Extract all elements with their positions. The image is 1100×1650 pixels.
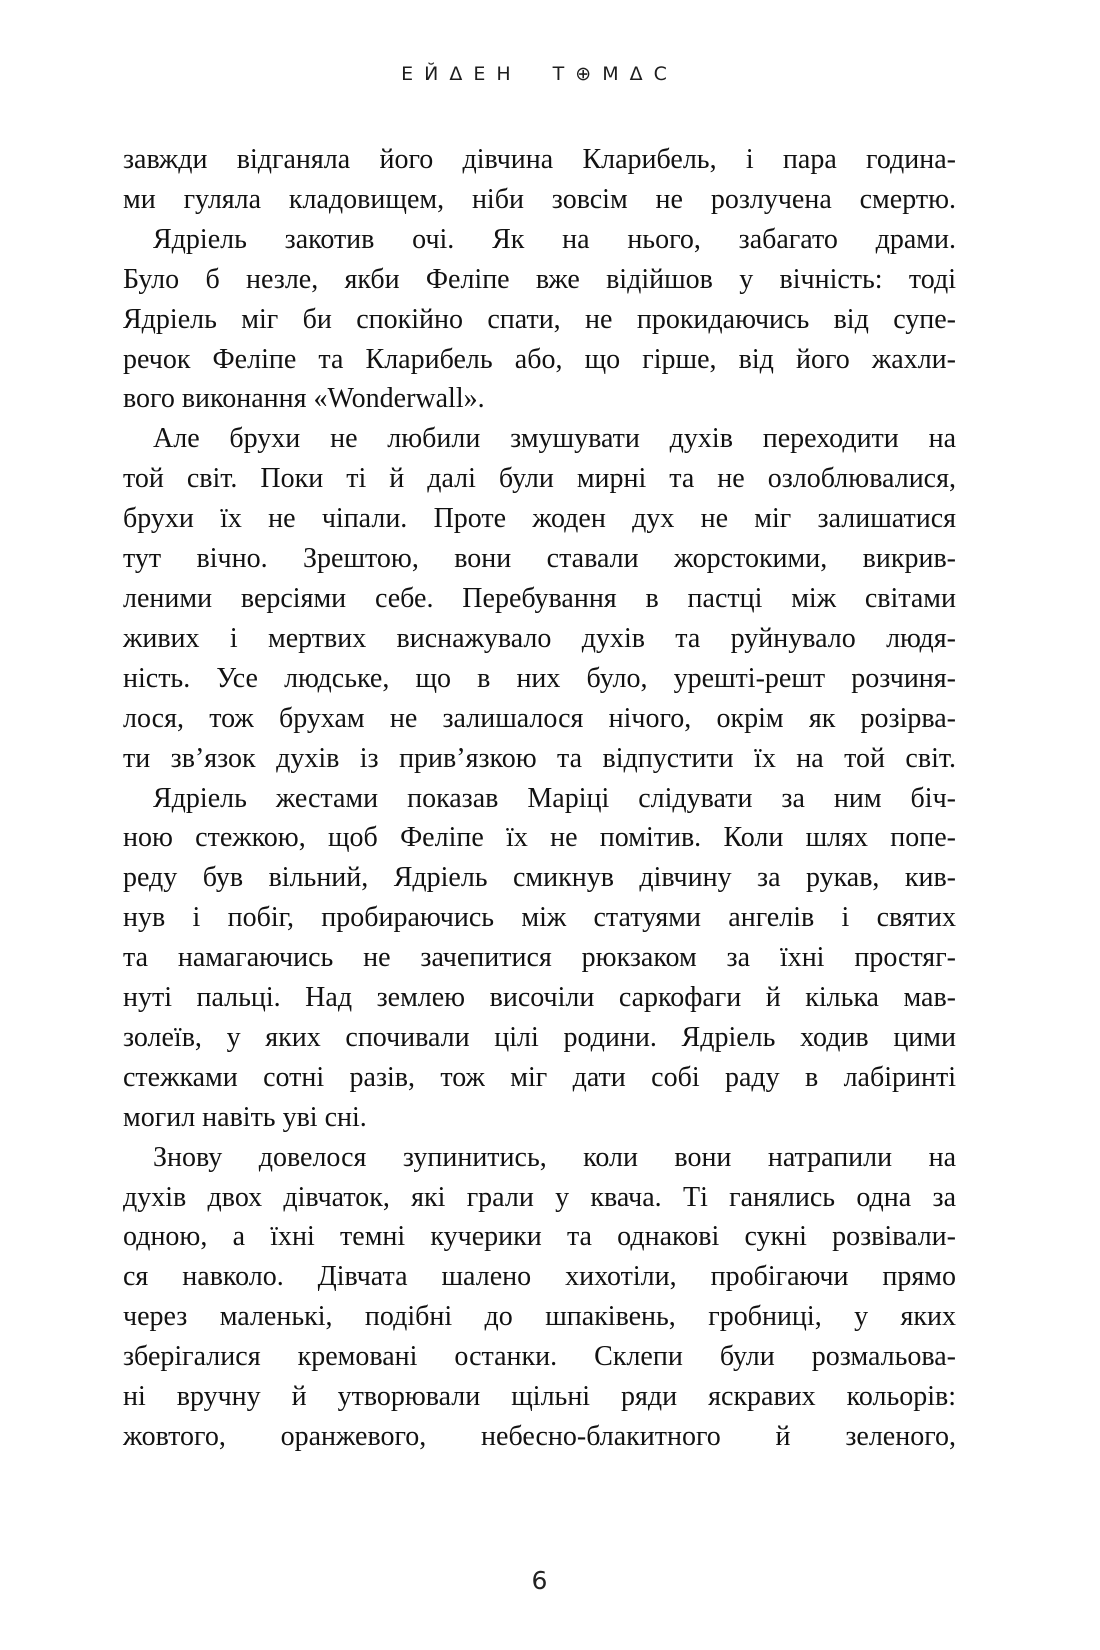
body-text-line: живих і мертвих виснажувало духів та руйнувало людя- — [123, 622, 956, 654]
body-text-line: ні вручну й утворювали щільні ряди яскравих кольорів: — [123, 1381, 956, 1413]
page-number: 6 — [531, 1566, 548, 1595]
body-text-line: золеїв, у яких спочивали цілі родини. Ядріель ходив цими — [123, 1021, 956, 1053]
body-text-line: завжди відганяла його дівчина Кларибель, і пара година- — [123, 144, 956, 175]
body-text-line: нуті пальці. Над землею височіли саркофаги й кілька мав- — [123, 982, 956, 1014]
body-text-line: реду був вільний, Ядріель смикнув дівчину за рукав, кив- — [123, 862, 956, 894]
body-text-line: одною, а їхні темні кучерики та однакові сукні розвівали- — [123, 1221, 956, 1253]
body-text-line: Ядріель закотив очі. Як на нього, забагато драми. — [153, 223, 956, 255]
body-text-line: леними версіями себе. Перебування в пастці між світами — [123, 582, 956, 614]
body-text-line: стежками сотні разів, тож міг дати собі раду в лабіринті — [123, 1061, 956, 1093]
body-text-line: зберігалися кремовані останки. Склепи були розмальова- — [123, 1341, 956, 1373]
body-text-line: через маленькі, подібні до шпаківень, гробниці, у яких — [123, 1301, 956, 1333]
body-text-line: той світ. Поки ті й далі були мирні та не озлоблювалися, — [123, 463, 956, 495]
body-text-line: Було б незле, якби Феліпе вже відійшов у вічність: тоді — [123, 263, 956, 295]
body-text-line: ти зв’язок духів із прив’язкою та відпустити їх на той світ. — [123, 742, 956, 774]
body-text-line: ся навколо. Дівчата шалено хихотіли, пробігаючи прямо — [123, 1261, 956, 1293]
body-text-line: лося, тож брухам не залишалося нічого, окрім як розірва- — [123, 702, 956, 734]
body-text-line: тут вічно. Зрештою, вони ставали жорстокими, викрив- — [123, 543, 956, 575]
body-text-line: вого виконання «Wonderwall». — [123, 383, 485, 415]
body-text-line: нув і побіг, пробираючись між статуями ангелів і святих — [123, 902, 956, 934]
body-text-line: ність. Усе людське, що в них було, урешті-решт розчиня- — [123, 662, 956, 694]
body-text-line: Ядріель жестами показав Маріці слідувати за ним біч- — [153, 782, 956, 814]
body-text-line: Ядріель міг би спокійно спати, не прокидаючись від супе- — [123, 303, 956, 335]
body-text-line: та намагаючись не зачепитися рюкзаком за їхні простяг- — [123, 942, 956, 974]
body-text-line: духів двох дівчаток, які грали у квача. Ті ганялись одна за — [123, 1181, 956, 1213]
body-text-line: ми гуляла кладовищем, ніби зовсім не розлучена смертю. — [123, 183, 956, 215]
running-head-author: ЕЙΔЕН Т⊕МΔС — [401, 63, 678, 85]
body-text — [123, 140, 956, 1457]
body-text-line: ною стежкою, щоб Феліпе їх не помітив. Коли шлях попе- — [123, 822, 956, 854]
body-text-line: Знову довелося зупинитись, коли вони натрапили на — [153, 1141, 956, 1173]
body-text-line: речок Феліпе та Кларибель або, що гірше, від його жахли- — [123, 343, 956, 375]
body-text-line: брухи їх не чіпали. Проте жоден дух не міг залишатися — [123, 503, 956, 535]
body-text-line: могил навіть уві сні. — [123, 1101, 367, 1133]
body-text-line: Але брухи не любили змушувати духів переходити на — [153, 423, 956, 455]
body-text-line: жовтого, оранжевого, небесно-блакитного й зеленого, — [123, 1421, 956, 1452]
